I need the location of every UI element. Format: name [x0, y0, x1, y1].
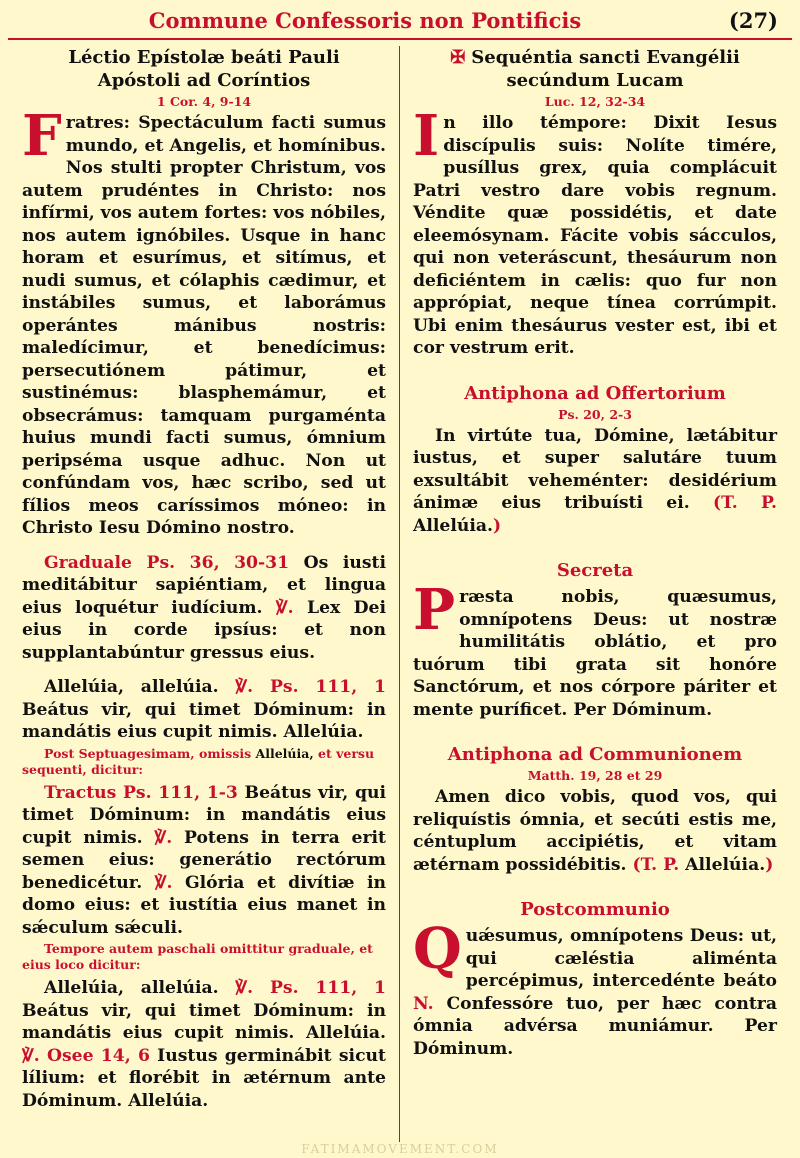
- versicle-icon: ℣.: [22, 1045, 40, 1066]
- alleluia2-text-1: Allelúia, allelúia.: [44, 978, 236, 998]
- postcommunio-body-1: uǽsumus, omnípotens Deus: ut, qui cæléstia aliménta percépimus, intercedénte beáto: [465, 926, 777, 991]
- rubric-septuagesima: [22, 746, 386, 778]
- gospel-body: n illo témpore: Dixit Iesus discípulis suis: Nolíte timére, pusíllus grex, quia complácuit Patri vestro dare vobis regnum. Véndite quæ possidétis, et date eleemósynam. Fácite vobis sácculos, qui non veteráscunt, thesáurum non deficiéntem in cælis: quo fur non apprópiat, neque tínea corrúmpit. Ubi enim thesáurus vester est, ibi et cor vestrum erit.: [413, 113, 777, 358]
- tractus-label: Tractus Ps. 111, 1-3: [44, 782, 238, 803]
- alleluia2-text-3: Iustus germinábit sicut lílium: et florébit in ætérnum ante Dóminum. Allelúia.: [22, 1045, 386, 1111]
- alleluia1-text-1: Allelúia, allelúia.: [44, 677, 236, 697]
- epistle-reference: 1 Cor. 4, 9-14: [156, 94, 252, 109]
- versicle-icon: ℣.: [235, 677, 254, 697]
- alleluia-2: [22, 977, 386, 1112]
- cross-icon: ✠: [450, 47, 466, 68]
- gospel-dropcap: I: [413, 103, 440, 169]
- communion-text: [413, 786, 777, 876]
- epistle-heading: [22, 46, 386, 92]
- versicle-icon: ℣.: [235, 978, 254, 998]
- communion-tail: Allelúia.: [679, 854, 766, 875]
- communion-body: Amen dico vobis, quod vos, qui reliquístis ómnia, et secúti estis me, céntuplum accipiétis, et vitam ætérnam possidébitis.: [413, 787, 777, 875]
- page-header: [0, 0, 800, 40]
- graduale-text-1: Os iusti meditábitur sapiéntiam, et lingua eius loquétur iudícium.: [22, 552, 386, 618]
- rubric-paschal: Tempore autem paschali omittitur graduale, et eius loco dicitur:: [22, 941, 373, 972]
- alleluia2-text-2: Beátus vir, qui timet Dóminum: in mandátis eius cupit nimis. Allelúia.: [22, 1000, 386, 1043]
- gospel-heading: [413, 46, 777, 92]
- tractus-text-3: Glória et divítiæ in domo eius: et iustítia eius manet in sǽculum sǽculi.: [22, 872, 386, 938]
- postcommunio-body-2: Confessóre tuo, per hæc contra ómnia advérsa muniámur. Per Dóminum.: [413, 993, 777, 1059]
- secreta-body: ræsta nobis, quæsumus, omnípotens Deus: ut nostræ humilitátis oblátio, et pro tuórum tibi grata sit honóre Sanctórum, et nos córpore páriter et mente puríficet. Per Dóminum.: [413, 587, 777, 720]
- secreta-text: [413, 577, 777, 721]
- communion-tp: (T. P.: [632, 854, 680, 875]
- alleluia-1: [22, 676, 386, 744]
- secreta-dropcap: P: [413, 577, 456, 643]
- header-rule: [8, 38, 792, 40]
- gospel-reference: Luc. 12, 32-34: [544, 94, 646, 109]
- tractus-text-1: Beátus vir, qui timet Dóminum: in mandátis eius cupit nimis.: [22, 782, 386, 848]
- epistle-body: ratres: Spectáculum facti sumus mundo, et Angelis, et homínibus. Nos stulti propter Christum, vos autem prudéntes in Christo: nos infírmi, vos autem fortes: vos nóbiles, nos autem ignóbiles. Usque in hanc horam et esurímus, et sitímus, et nudi sumus, et cólaphis cædimur, et instábiles sumus, et laborámus operántes mánibus nostris: maledícimur, et benedícimus: persecutiónem pátimur, et sustinémus: blasphemámur, et obsecrámus: tamquam purgaménta huius mundi facti sumus, ómnium peripséma usque adhuc. Non ut confúndam vos, hæc scribo, sed ut fílios meos caríssimos móneo: in Christo Iesu Dómino nostro.: [22, 113, 387, 538]
- gospel-text: [413, 103, 777, 360]
- watermark: FATIMAMOVEMENT.COM: [301, 1142, 499, 1156]
- graduale: [22, 552, 386, 665]
- rubric1-part1: Post Septuagesimam, omissis: [44, 745, 256, 761]
- gospel-heading-line1: Sequéntia sancti Evangélii: [471, 47, 740, 68]
- offertory-reference: Ps. 20, 2-3: [558, 406, 632, 422]
- versicle-icon: ℣.: [154, 827, 173, 848]
- epistle-dropcap: F: [22, 103, 62, 169]
- alleluia1-ref: Ps. 111, 1: [253, 677, 386, 697]
- postcommunio-heading: Postcommunio: [520, 899, 670, 920]
- column-divider: [399, 46, 400, 1142]
- offertory-tail: Allelúia.: [413, 515, 494, 536]
- page-title: Commune Confessoris non Pontificis: [148, 8, 582, 33]
- offertory-heading: Antiphona ad Offertorium: [464, 382, 726, 404]
- secreta-heading: Secreta: [556, 560, 634, 581]
- rubric1-black: Allelúia,: [255, 745, 314, 761]
- alleluia1-text-2: Beátus vir, qui timet Dóminum: in mandátis eius cupit nimis. Allelúia.: [22, 699, 386, 742]
- postcommunio-dropcap: Q: [413, 916, 462, 982]
- postcommunio-n: N.: [413, 993, 434, 1014]
- epistle-text: [22, 103, 387, 540]
- offertory-close: ): [493, 515, 502, 536]
- graduale-text-2: Lex Dei eius in corde ipsíus: et non supplantabúntur gressus eius.: [22, 597, 386, 663]
- communion-heading: Antiphona ad Communionem: [447, 744, 743, 765]
- versicle-icon: ℣.: [154, 872, 173, 893]
- alleluia2-ref2: Osee 14, 6: [39, 1045, 150, 1066]
- right-column: [413, 46, 777, 1060]
- rubric1-part2: et versu sequenti, dicitur:: [22, 745, 375, 777]
- postcommunio-text: [413, 916, 777, 1060]
- graduale-label: Graduale Ps. 36, 30-31: [44, 552, 290, 573]
- offertory-tp: (T. P.: [712, 493, 778, 513]
- gospel-heading-line2: secúndum Lucam: [506, 70, 684, 91]
- tractus-text-2: Potens in terra erit semen eius: generátio rectórum benedicétur.: [22, 827, 386, 893]
- communion-reference: Matth. 19, 28 et 29: [527, 768, 663, 783]
- tractus: [22, 782, 386, 940]
- page-number: (27): [728, 8, 778, 33]
- offertory-text: [413, 425, 777, 538]
- alleluia2-ref: Ps. 111, 1: [253, 978, 386, 998]
- epistle-heading-line1: Léctio Epístolæ beáti Pauli: [68, 47, 340, 68]
- offertory-body: In virtúte tua, Dómine, lætábitur iustus, et super salutáre tuum exsultábit veheménter: desidérium ánimæ eius tribuísti ei.: [413, 425, 777, 513]
- epistle-heading-line2: Apóstoli ad Coríntios: [97, 70, 311, 91]
- versicle-icon: ℣.: [275, 597, 294, 618]
- communion-close: ): [765, 854, 774, 875]
- left-column: [22, 46, 386, 1112]
